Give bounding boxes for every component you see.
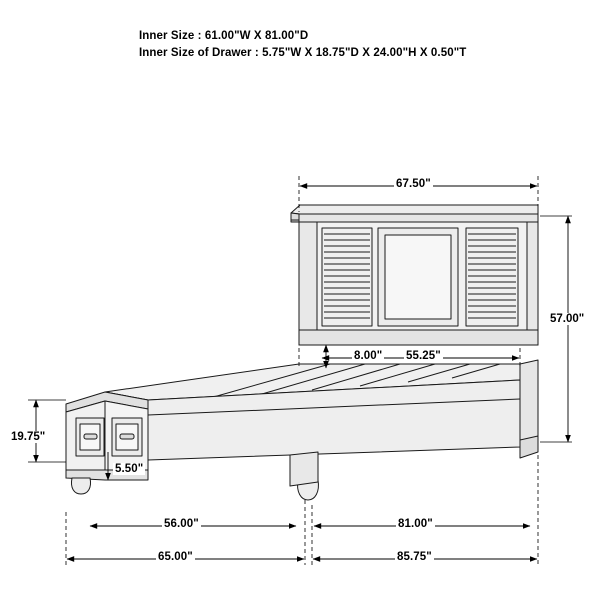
label-overall-length: 85.75" <box>397 551 432 563</box>
headboard-right-louvers <box>466 228 518 326</box>
headboard-center-panel <box>378 228 458 326</box>
label-headboard-width: 67.50" <box>396 178 431 190</box>
inner-size-note-line1: Inner Size : 61.00"W X 81.00"D <box>139 30 309 42</box>
footboard-post <box>290 452 318 486</box>
dim-headboard-height <box>540 216 572 442</box>
label-headboard-height: 57.00" <box>550 313 585 325</box>
headboard-left-louvers <box>322 228 372 326</box>
inner-size-note-line2: Inner Size of Drawer : 5.75"W X 18.75"D X 24.00"H X 0.50"T <box>139 47 467 59</box>
label-overall-footboard-width: 65.00" <box>158 551 193 563</box>
label-deck-width: 55.25" <box>406 350 441 362</box>
label-rail-height: 8.00" <box>354 350 383 362</box>
label-side-rail-length: 81.00" <box>398 518 433 530</box>
label-footboard-height: 19.75" <box>11 431 46 443</box>
headboard-crown <box>291 205 538 222</box>
bed-illustration <box>66 205 538 500</box>
label-drawer-height: 5.50" <box>115 463 144 475</box>
label-footboard-width: 56.00" <box>164 518 199 530</box>
